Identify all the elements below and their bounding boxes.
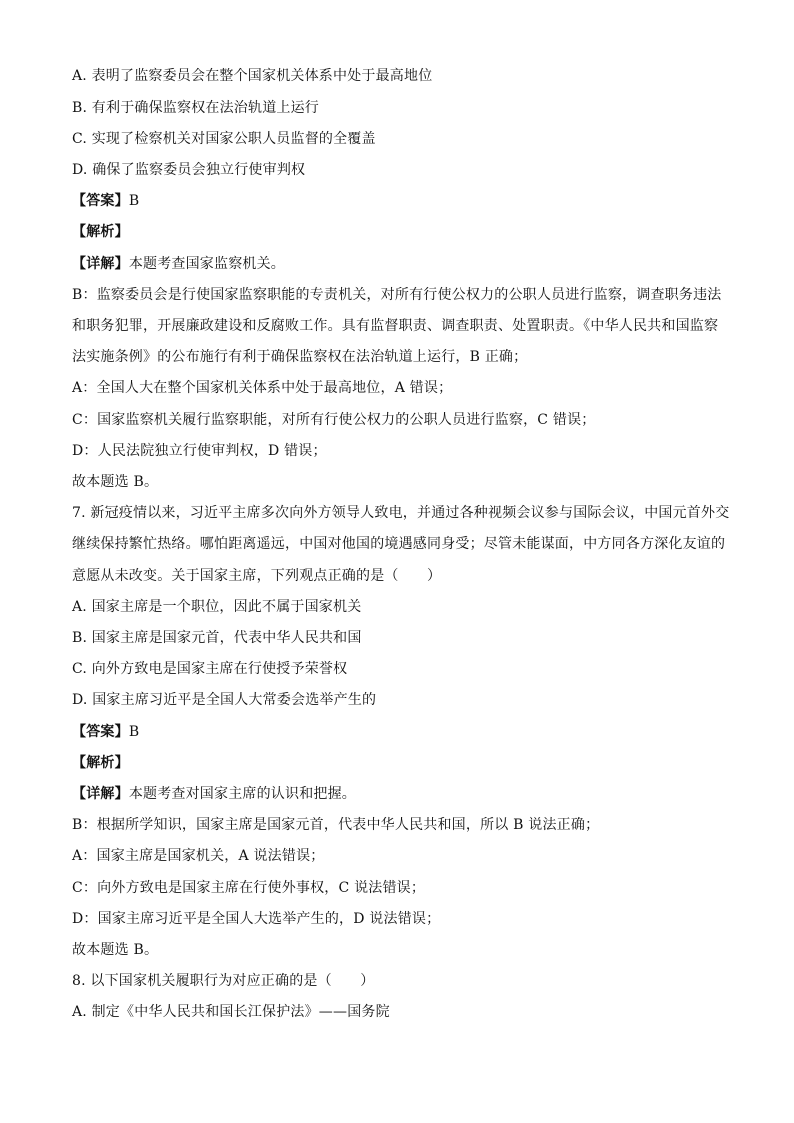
q6-answer — [72, 191, 139, 211]
q7-conclusion: 故本题选 B。 — [72, 942, 159, 958]
answer-value: B — [128, 193, 140, 209]
detail-label: 【详解】 — [72, 256, 129, 272]
q7-option-a: A. 国家主席是一个职位，因此不属于国家机关 — [72, 599, 362, 615]
q6-analysis-label — [72, 222, 129, 242]
q6-explain-line: 法实施条例》的公布施行有利于确保监察权在法治轨道上运行，B 正确； — [72, 349, 528, 365]
q8-stem: 8. 以下国家机关履职行为对应正确的是（ ） — [72, 973, 375, 989]
q6-explain-line: B：监察委员会是行使国家监察职能的专责机关，对所有行使公权力的公职人员进行监察，调查职务违法 — [72, 287, 722, 303]
detail-text: 本题考查对国家主席的认识和把握。 — [128, 786, 357, 802]
q6-explain-line: C：国家监察机关履行监察职能，对所有行使公权力的公职人员进行监察，C 错误； — [72, 412, 596, 428]
q6-explain-line: D：人民法院独立行使审判权，D 错误； — [72, 443, 327, 459]
q6-explain-line: 和职务犯罪，开展廉政建设和反腐败工作。具有监督职责、调查职责、处置职责。《中华人民共和国监察 — [72, 318, 719, 334]
answer-value: B — [128, 724, 140, 740]
q6-option-b: B. 有利于确保监察权在法治轨道上运行 — [72, 100, 319, 116]
analysis-label: 【解析】 — [72, 755, 129, 771]
q7-detail — [72, 784, 356, 804]
detail-text: 本题考查国家监察机关。 — [128, 256, 286, 272]
q7-analysis-label — [72, 753, 129, 773]
q7-answer — [72, 722, 139, 742]
q7-option-d: D. 国家主席习近平是全国人大常委会选举产生的 — [72, 692, 377, 708]
analysis-label: 【解析】 — [72, 224, 129, 240]
q8-option-a: A. 制定《中华人民共和国长江保护法》——国务院 — [72, 1004, 390, 1020]
answer-label: 【答案】 — [72, 193, 129, 209]
q6-explain-line: A：全国人大在整个国家机关体系中处于最高地位，A 错误； — [72, 380, 453, 396]
q7-explain-line: A：国家主席是国家机关，A 说法错误； — [72, 848, 325, 864]
q6-option-c: C. 实现了检察机关对国家公职人员监督的全覆盖 — [72, 131, 376, 147]
q7-explain-line: C：向外方致电是国家主席在行使外事权，C 说法错误； — [72, 880, 426, 896]
q7-stem-line: 意愿从未改变。关于国家主席，下列观点正确的是（ ） — [72, 568, 442, 584]
q7-stem-line: 7. 新冠疫情以来，习近平主席多次向外方领导人致电，并通过各种视频会议参与国际会议，中国元首外交 — [72, 505, 730, 521]
q7-explain-line: B：根据所学知识，国家主席是国家元首，代表中华人民共和国，所以 B 说法正确； — [72, 817, 600, 833]
q6-conclusion: 故本题选 B。 — [72, 474, 159, 490]
q6-option-a: A. 表明了监察委员会在整个国家机关体系中处于最高地位 — [72, 68, 433, 84]
q6-option-d: D. 确保了监察委员会独立行使审判权 — [72, 162, 306, 178]
q7-stem-line: 继续保持繁忙热络。哪怕距离遥远，中国对他国的境遇感同身受；尽管未能谋面，中方同各方深化友谊的 — [72, 536, 726, 552]
q7-option-b: B. 国家主席是国家元首，代表中华人民共和国 — [72, 630, 362, 646]
answer-label: 【答案】 — [72, 724, 129, 740]
q7-explain-line: D：国家主席习近平是全国人大选举产生的，D 说法错误； — [72, 911, 441, 927]
detail-label: 【详解】 — [72, 786, 129, 802]
q7-option-c: C. 向外方致电是国家主席在行使授予荣誉权 — [72, 661, 348, 677]
q6-detail — [72, 254, 285, 274]
